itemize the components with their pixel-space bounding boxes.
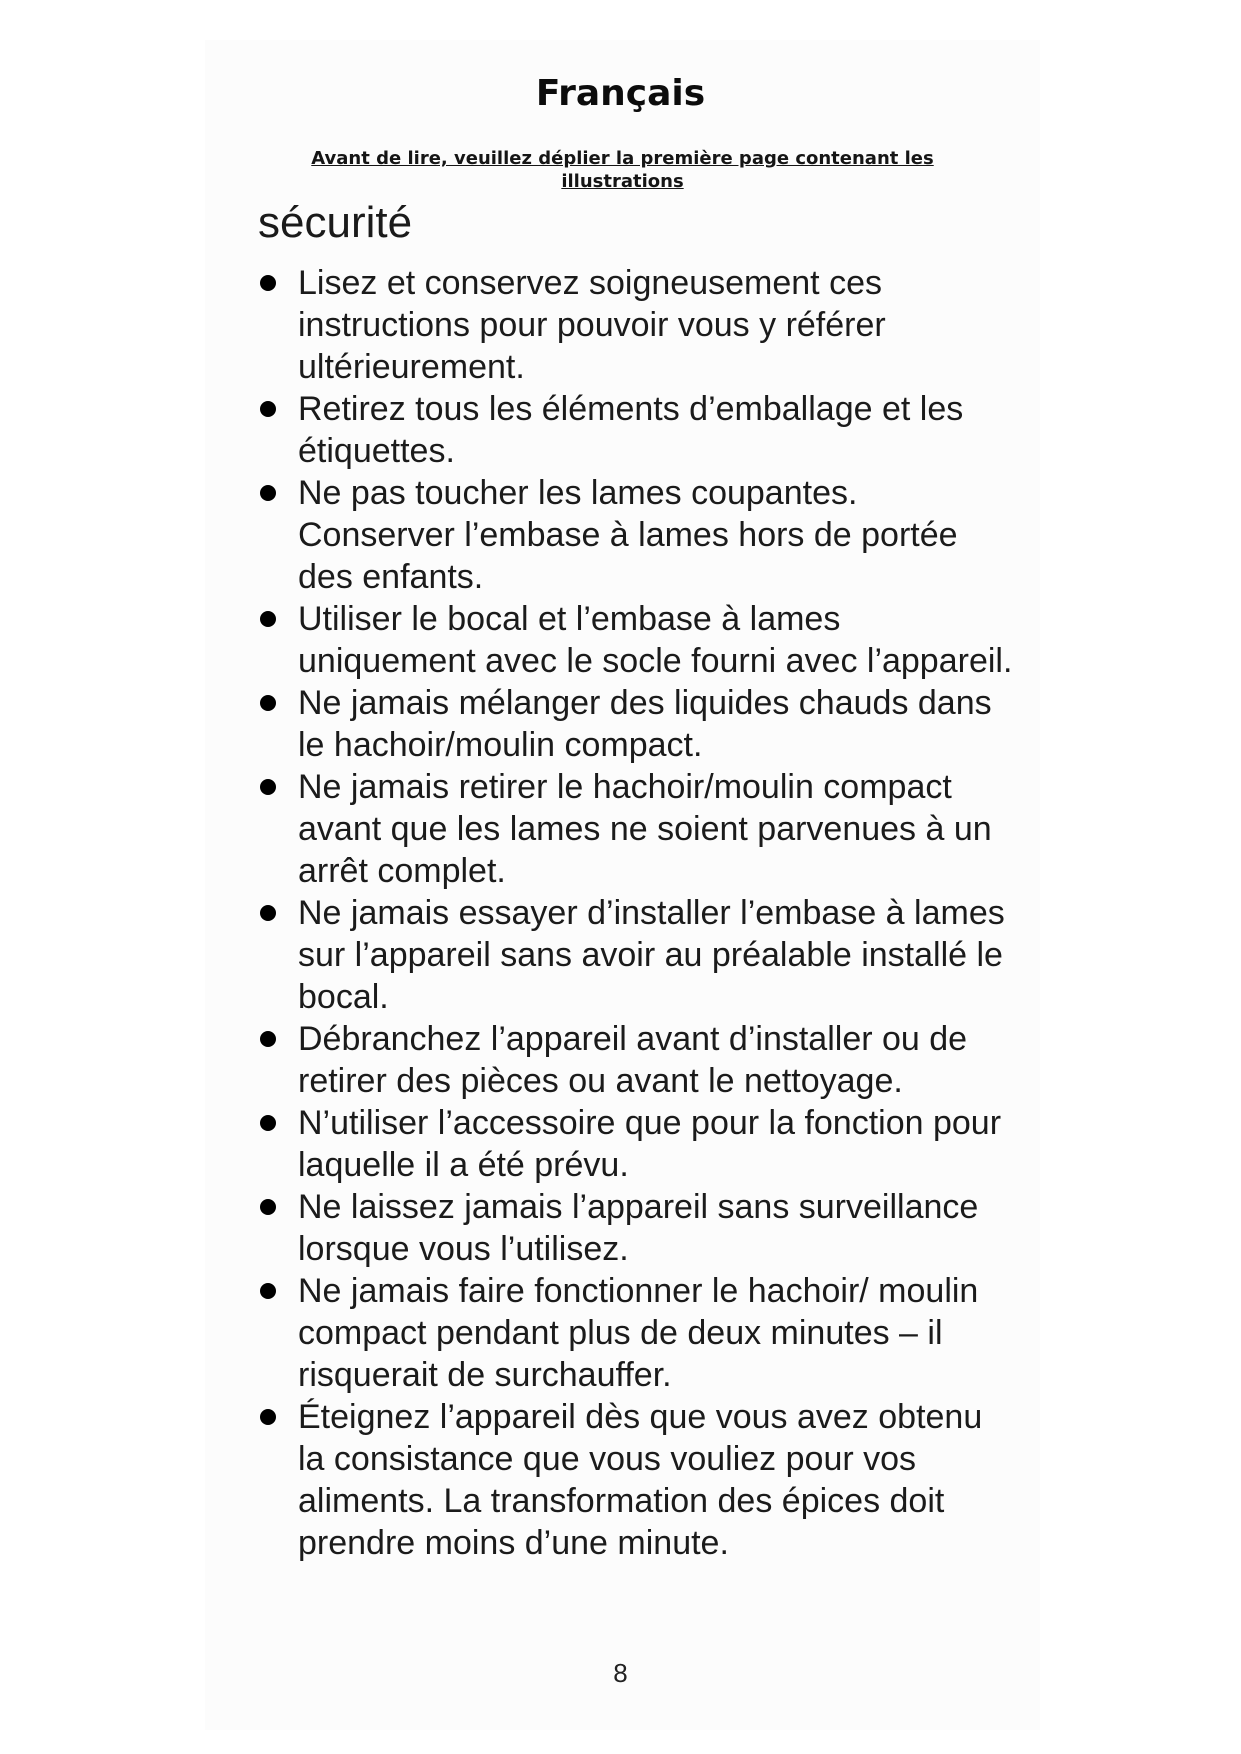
page-number: 8 <box>613 1658 628 1688</box>
safety-item-text: Débranchez l’appareil avant d’installer ou de retirer des pièces ou avant le nettoyage. <box>298 1020 968 1100</box>
safety-item-text: Retirez tous les éléments d’emballage et les étiquettes. <box>298 390 964 470</box>
bullet-icon <box>260 779 276 795</box>
safety-item <box>258 1018 1018 1102</box>
safety-item <box>258 682 1018 766</box>
unfold-notice: Avant de lire, veuillez déplier la première page contenant les illustrations <box>311 148 934 192</box>
safety-list <box>258 262 1018 1564</box>
safety-item <box>258 388 1018 472</box>
safety-item-text: Éteignez l’appareil dès que vous avez obtenu la consistance que vous vouliez pour vos aliments. La transformation des épices doit prendre moins d’une minute. <box>298 1398 983 1562</box>
safety-item <box>258 472 1018 598</box>
safety-item <box>258 1186 1018 1270</box>
safety-item-text: Lisez et conservez soigneusement ces instructions pour pouvoir vous y référer ultérieurement. <box>298 264 886 386</box>
bullet-icon <box>260 1283 276 1299</box>
bullet-icon <box>260 401 276 417</box>
safety-item-text: Ne jamais faire fonctionner le hachoir/ moulin compact pendant plus de deux minutes – il risquerait de surchauffer. <box>298 1272 979 1394</box>
bullet-icon <box>260 695 276 711</box>
bullet-icon <box>260 1199 276 1215</box>
safety-item-text: N’utiliser l’accessoire que pour la fonction pour laquelle il a été prévu. <box>298 1104 1002 1184</box>
safety-item <box>258 1396 1018 1564</box>
bullet-icon <box>260 485 276 501</box>
safety-item <box>258 766 1018 892</box>
safety-item-text: Ne jamais essayer d’installer l’embase à lames sur l’appareil sans avoir au préalable installé le bocal. <box>298 894 1005 1016</box>
safety-item <box>258 1270 1018 1396</box>
bullet-icon <box>260 1031 276 1047</box>
language-heading: Français <box>535 73 706 114</box>
bullet-icon <box>260 905 276 921</box>
safety-item-text: Ne jamais retirer le hachoir/moulin compact avant que les lames ne soient parvenues à un arrêt complet. <box>298 768 992 890</box>
safety-item-text: Utiliser le bocal et l’embase à lames uniquement avec le socle fourni avec l’appareil. <box>298 600 1013 680</box>
safety-item-text: Ne pas toucher les lames coupantes. Conserver l’embase à lames hors de portée des enfants. <box>298 474 958 596</box>
safety-item-text: Ne jamais mélanger des liquides chauds dans le hachoir/moulin compact. <box>298 684 992 764</box>
safety-item <box>258 1102 1018 1186</box>
safety-item <box>258 598 1018 682</box>
bullet-icon <box>260 275 276 291</box>
safety-item <box>258 262 1018 388</box>
bullet-icon <box>260 1115 276 1131</box>
safety-item-text: Ne laissez jamais l’appareil sans surveillance lorsque vous l’utilisez. <box>298 1188 979 1268</box>
bullet-icon <box>260 611 276 627</box>
section-title: sécurité <box>258 198 413 247</box>
bullet-icon <box>260 1409 276 1425</box>
safety-item <box>258 892 1018 1018</box>
